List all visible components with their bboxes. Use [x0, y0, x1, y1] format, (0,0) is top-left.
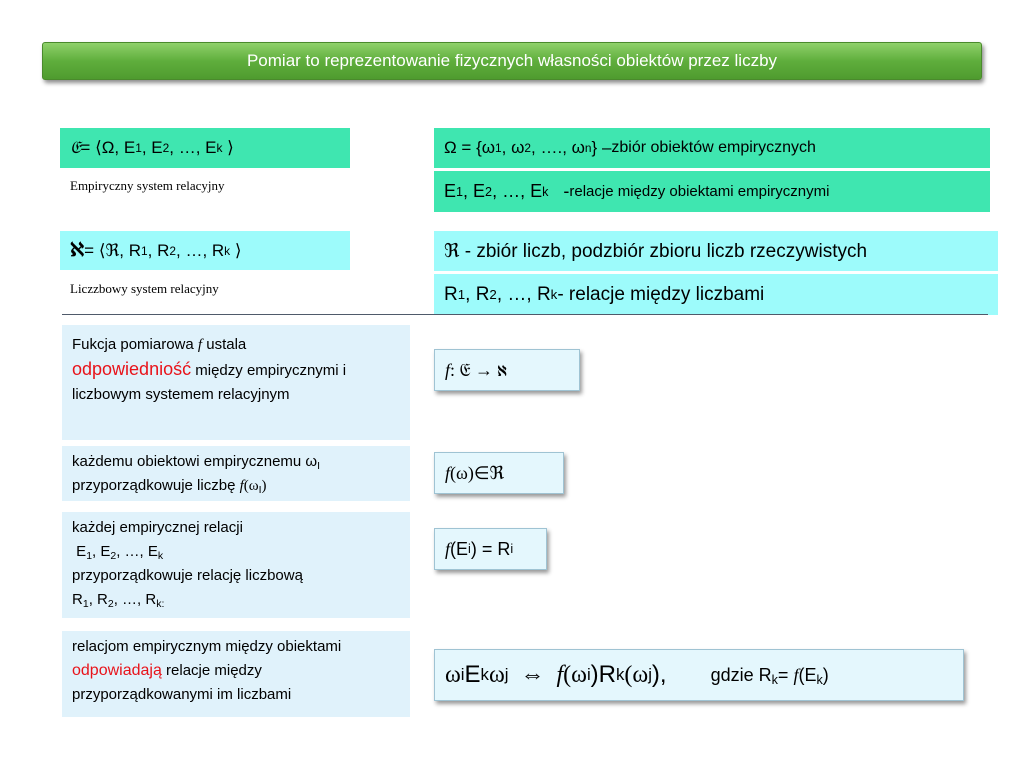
- reals-definition: ℜ - zbiór liczb, podzbiór zbioru liczb rzeczywistych: [434, 231, 998, 271]
- highlight-correspondence: odpowiedniość: [72, 359, 192, 379]
- slide-title: Pomiar to reprezentowanie fizycznych własności obiektów przez liczby: [42, 42, 982, 80]
- measurement-function-formula: f : 𝔈 → ℵ: [434, 349, 580, 391]
- correspondence-formula: ω i E k ω j ⇔ f (ω i )R k (ω j ), gdzie $R_k= f(E_k)$: [434, 649, 964, 701]
- numeric-relations-definition: R 1 , R 2 , …, R k - relacje między liczbami: [434, 274, 998, 315]
- correspondence-text: relacjom empirycznym między obiektami odpowiadają relacje między przyporządkowanymi im liczbami: [62, 631, 410, 717]
- equivalence-arrow: ⇔: [508, 661, 557, 688]
- empirical-relations-definition: E 1 , E 2 , …, E k - relacje między obiektami empirycznymi: [434, 171, 990, 212]
- numeric-system-caption: Liczzbowy system relacyjny: [70, 281, 219, 296]
- object-mapping-text: każdemu obiektowi empirycznemu $\omega_I$ przyporządkowuje liczbę $f(\omega_I)$: [62, 446, 410, 501]
- omega-definition: Ω = {ω 1 , ω 2 , …., ω n } – zbiór obiektów empirycznych: [434, 128, 990, 168]
- measurement-function-text: Fukcja pomiarowa f ustala odpowiedniość między empirycznymi i liczbowym systemem relacyjnym: [62, 325, 410, 440]
- relation-mapping-text: każdej empirycznej relacji $E_1$, $E_2$, …, $E_k$ przyporządkowuje relację liczbową $R_1$, $R_2$, …, $R_{k:}$: [62, 512, 410, 618]
- object-mapping-formula: f (ω)∈ℜ: [434, 452, 564, 494]
- empirical-system-formula: 𝔈 = ⟨Ω, E 1 , E 2 , …, E k ⟩: [60, 128, 350, 168]
- fraktur-e-symbol: 𝔈: [70, 138, 81, 157]
- relation-mapping-formula: f (E i ) = R i: [434, 528, 547, 570]
- numeric-system-formula: ℵ = ⟨ℜ, R 1 , R 2 , …, R k ⟩: [60, 231, 350, 270]
- empirical-system-caption: Empiryczny system relacyjny: [70, 178, 225, 193]
- divider-line: [62, 314, 988, 315]
- highlight-correspond: odpowiadają: [72, 662, 162, 679]
- aleph-symbol: ℵ: [70, 240, 85, 261]
